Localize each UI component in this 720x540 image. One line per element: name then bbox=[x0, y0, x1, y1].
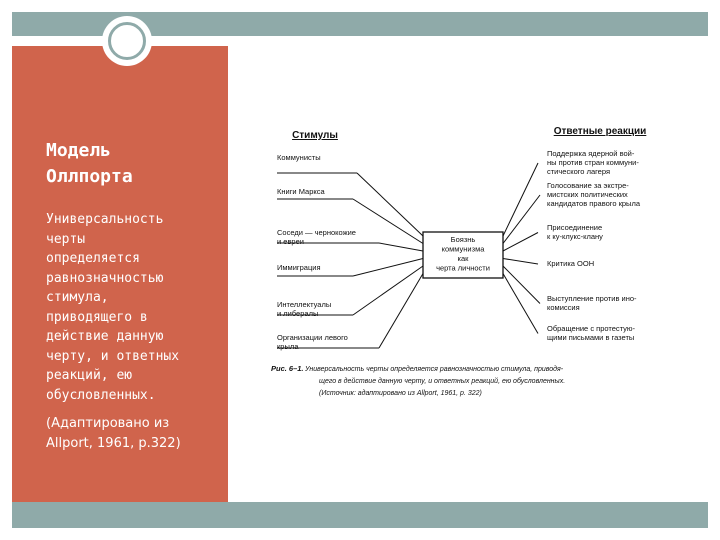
stimulus-label: Коммунисты bbox=[277, 153, 321, 162]
stimulus-label: Интеллектуалы bbox=[277, 300, 332, 309]
center-label-line: как bbox=[457, 254, 469, 263]
stimulus-label: крыла bbox=[277, 342, 299, 351]
stimuli-list bbox=[277, 153, 356, 351]
stimulus-connector bbox=[353, 199, 423, 244]
stimuli-header: Стимулы bbox=[292, 130, 338, 141]
response-connector bbox=[503, 259, 538, 265]
response-connector bbox=[503, 266, 540, 304]
body-line: стимула, bbox=[46, 290, 109, 305]
caption-line: щего в действие данную черту, и ответных реакций, ею обусловленных. bbox=[319, 378, 566, 385]
circle-ring-icon bbox=[108, 22, 146, 60]
source-line: Allport, 1961, p.322) bbox=[46, 436, 181, 451]
response-label: Поддержка ядерной вой- bbox=[547, 149, 635, 158]
response-label: к ку-клукс-клану bbox=[547, 232, 603, 241]
body-line: Универсальность bbox=[46, 212, 164, 227]
body-line: действие данную bbox=[46, 329, 164, 344]
stimulus-label: Организации левого bbox=[277, 333, 348, 342]
response-label: Обращение с протестую- bbox=[547, 324, 636, 333]
response-label: комиссия bbox=[547, 303, 580, 312]
stimulus-label: Соседи — чернокожие bbox=[277, 228, 356, 237]
response-connector bbox=[503, 195, 540, 244]
responses-list bbox=[547, 149, 641, 342]
source-line: (Адаптировано из bbox=[46, 416, 170, 431]
bottom-decor-band bbox=[12, 502, 708, 528]
center-label-line: Боязнь bbox=[450, 235, 476, 244]
stimulus-label: и либералы bbox=[277, 309, 319, 318]
center-label-line: черта личности bbox=[436, 263, 490, 273]
stimulus-connector bbox=[379, 243, 423, 251]
stimulus-label: Иммиграция bbox=[277, 263, 321, 272]
response-label: Голосование за экстре- bbox=[547, 181, 629, 190]
body-line: черты bbox=[46, 231, 86, 247]
caption-line: Универсальность черты определяется равнозначностью стимула, приводя- bbox=[305, 366, 564, 373]
response-label: щими письмами в газеты bbox=[547, 333, 635, 342]
title-line: Оллпорта bbox=[46, 166, 133, 187]
figure-caption bbox=[271, 364, 565, 397]
caption-label: Рис. 6–1. bbox=[271, 364, 304, 373]
response-label: кандидатов правого крыла bbox=[547, 199, 640, 208]
stimulus-connector bbox=[379, 274, 423, 349]
response-label: Выступление против ино- bbox=[547, 294, 637, 303]
allport-trait-diagram bbox=[255, 118, 675, 418]
center-label-line: коммунизма bbox=[441, 244, 485, 254]
response-connector bbox=[503, 233, 538, 252]
slide-body-text bbox=[46, 210, 232, 405]
response-label: Присоединение bbox=[547, 223, 603, 232]
body-line: определяется bbox=[46, 251, 140, 266]
response-connector bbox=[503, 274, 538, 334]
response-label: ны против стран коммуни- bbox=[547, 158, 639, 167]
response-label: Критика ООН bbox=[547, 259, 595, 268]
response-label: мистских политических bbox=[547, 190, 628, 199]
body-line: реакций, ею bbox=[46, 368, 133, 383]
body-line: черту, и ответных bbox=[46, 348, 180, 364]
left-panel bbox=[12, 46, 228, 502]
stimulus-label: и евреи bbox=[277, 237, 304, 246]
slide-title bbox=[46, 138, 226, 190]
body-line: приводящего в bbox=[46, 309, 148, 325]
stimulus-connector bbox=[357, 173, 423, 236]
responses-header: Ответные реакции bbox=[553, 126, 647, 137]
stimulus-label: Книги Маркса bbox=[277, 187, 325, 196]
body-line: обусловленных. bbox=[46, 387, 156, 403]
body-line: равнозначностью bbox=[46, 270, 164, 286]
caption-line: (Источник: адаптировано из Allport, 1961, p. 322) bbox=[319, 390, 482, 397]
title-line: Модель bbox=[46, 140, 112, 161]
response-connector bbox=[503, 163, 538, 236]
response-label: стического лагеря bbox=[547, 167, 611, 176]
slide-source-note bbox=[46, 414, 232, 454]
